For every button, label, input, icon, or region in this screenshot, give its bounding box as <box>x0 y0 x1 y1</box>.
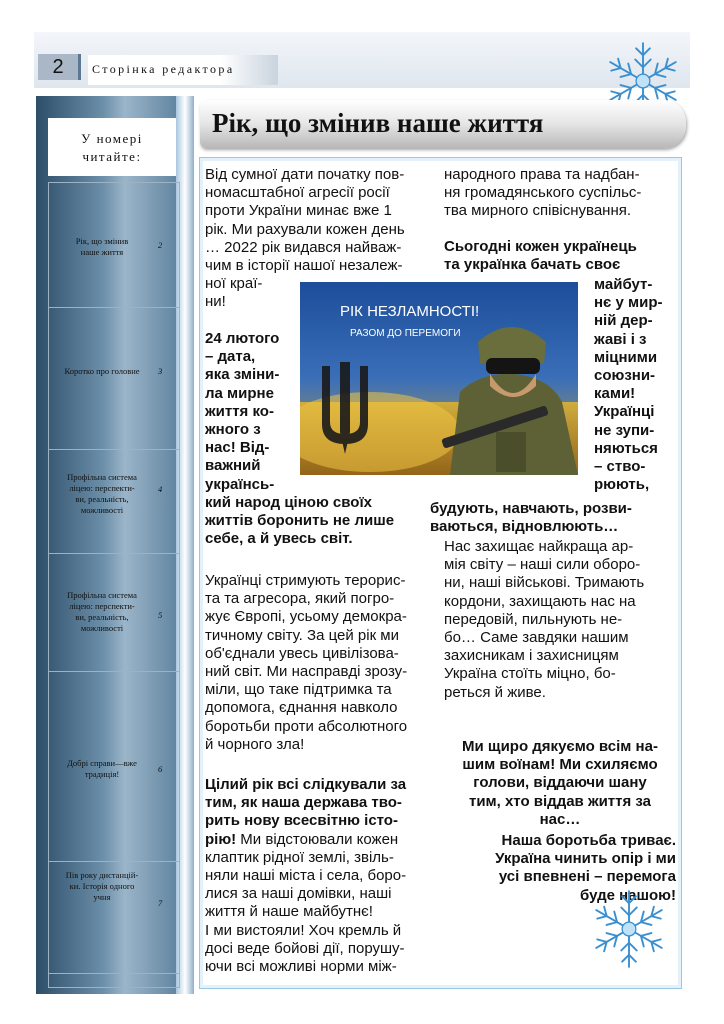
col2-paragraph-4: Ми щиро дякуємо всім на- шим воїнам! Ми схиляємо голови, віддаючи шану тим, хто віддав життя за нас… <box>462 738 658 828</box>
toc-page-number: 7 <box>158 898 163 908</box>
col1-paragraph-4: Цілий рік всі слідкували за тим, як наша держава тво- рить нову всесвітню істо- рію! Ми відстоювали кожен клаптик рідної землі, звіль- няли наші міста і села, боро- лися за наші домівки, наші життя й наше майбутнє! І ми вистояли! Хоч кремль й досі веде бойові дії, порушу- ючи всі можливі норми між- <box>205 776 407 976</box>
toc-page-number: 4 <box>158 484 163 494</box>
col2-paragraph-2b: майбут- нє у мир- ній дер- жаві і з міцними союзни- ками! Українці не зупи- няються – ство- рюють, <box>594 276 663 494</box>
toc-page-number: 2 <box>158 240 163 250</box>
soldier-photo-image <box>300 282 578 475</box>
photo-caption-1: РІК НЕЗЛАМНОСТІ! <box>340 303 480 320</box>
col1-paragraph-3: Українці стримують терорис- та та агресора, який погро- жує Європі, усьому демокра- тичному світу. За цей рік ми об'єднали увесь цивілізова- ний світ. Ми насправді зрозу- міли, що таке підтримка та допомога, єднання навколо боротьби проти абсолютного й чорного зла! <box>205 572 408 753</box>
photo-caption-2: РАЗОМ ДО ПЕРЕМОГИ <box>350 328 461 339</box>
snowflake-icon <box>586 880 672 978</box>
toc-title: У номері читайте: <box>48 118 176 176</box>
col2-paragraph-1: народного права та надбан- ня громадянського суспільс- тва мирного співіснування. <box>444 166 642 220</box>
col1-paragraph-1: Від сумної дати початку пов- номасштабної агресії росії проти України минає вже 1 рік. Ми рахували кожен день … 2022 рік видався найваж- чим в історії нашої незалеж- ної краї- ни! <box>205 166 405 311</box>
col2-paragraph-3: Нас захищає найкраща ар- мія світу – наші сили оборо- ни, наші військові. Тримають кордони, захищають нас на передовій, пильнують не- бо… Саме завдяки нашим захисникам і захисницям Україна стоїть міцно, бо- реться й живе. <box>444 538 645 701</box>
toc-item[interactable]: Пів року дистанцій- ки. Історія одного учня 7 <box>48 862 180 974</box>
article-title: Рік, що змінив наше життя <box>212 108 544 138</box>
page-number: 2 <box>38 54 81 80</box>
toc-item[interactable]: Коротко про головне 3 <box>48 308 180 450</box>
toc-item[interactable]: Профільна система ліцею: перспекти- ви, реальність, можливості 5 <box>48 554 180 672</box>
col2-paragraph-2c: будують, навчають, розви- ваються, відновлюють… <box>430 500 632 536</box>
toc-item[interactable]: Рік, що змінив наше життя 2 <box>48 182 180 308</box>
toc-page-number: 3 <box>158 366 163 376</box>
col2-paragraph-5: Наша боротьба триває. Україна чинить опір і ми усі впевнені – перемога буде нашою! <box>495 832 676 904</box>
section-title: Сторінка редактора <box>92 62 235 76</box>
article-photo <box>300 282 578 475</box>
toc-item[interactable]: Добрі справи—вже традиція! 6 <box>48 672 180 862</box>
toc-page-number: 5 <box>158 610 163 620</box>
toc-item[interactable]: Профільна система ліцею: перспекти- ви, реальність, можливості 4 <box>48 450 180 554</box>
col2-paragraph-2a: Сьогодні кожен українець та українка бачать своє <box>444 238 637 274</box>
col1-paragraph-2: 24 лютого – дата, яка зміни- ла мирне життя ко- жного з нас! Від- важний українсь- кий народ ціною своїх життів боронить не лише себе, а й увесь світ. <box>205 330 395 548</box>
toc-page-number: 6 <box>158 764 163 774</box>
